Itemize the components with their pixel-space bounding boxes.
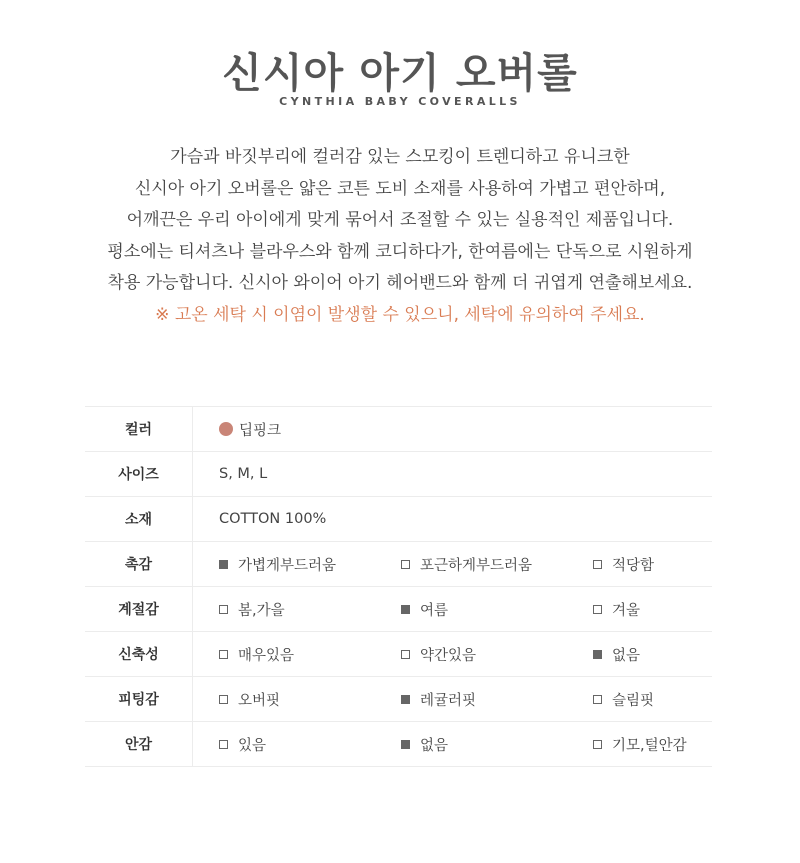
spec-row-texture — [85, 542, 712, 587]
spec-label: 소재 — [85, 497, 193, 541]
spec-row-color — [85, 407, 712, 452]
product-subtitle: CYNTHIA BABY COVERALLS — [279, 95, 521, 108]
spec-options — [193, 632, 712, 676]
spec-option: 여름 — [401, 587, 448, 631]
spec-value — [193, 497, 712, 541]
spec-options — [193, 587, 712, 631]
spec-row-fit — [85, 677, 712, 722]
spec-option: 있음 — [219, 722, 266, 766]
spec-option: 오버핏 — [219, 677, 280, 721]
spec-options — [193, 722, 712, 766]
checkbox-icon — [219, 650, 228, 659]
spec-option: 겨울 — [593, 587, 640, 631]
description-line: 가슴과 바짓부리에 컬러감 있는 스모킹이 트렌디하고 유니크한 — [170, 147, 630, 167]
spec-option: 포근하게부드러움 — [401, 542, 532, 586]
spec-option: 매우있음 — [219, 632, 294, 676]
spec-option: 기모,털안감 — [593, 722, 687, 766]
spec-options — [193, 542, 712, 586]
checkbox-icon — [401, 695, 410, 704]
spec-option: 봄,가을 — [219, 587, 285, 631]
spec-row-material — [85, 497, 712, 542]
spec-label: 안감 — [85, 722, 193, 766]
spec-option: 레귤러핏 — [401, 677, 476, 721]
spec-label: 촉감 — [85, 542, 193, 586]
color-value: 딥핑크 — [239, 422, 282, 439]
checkbox-icon — [219, 740, 228, 749]
spec-label: 신축성 — [85, 632, 193, 676]
description-line: 평소에는 티셔츠나 블라우스와 함께 코디하다가, 한여름에는 단독으로 시원하게 — [107, 241, 693, 262]
spec-value — [193, 407, 712, 451]
spec-value — [193, 452, 712, 496]
color-swatch-icon — [219, 422, 233, 436]
checkbox-icon — [401, 740, 410, 749]
product-title: 신시아 아기 오버롤 — [222, 49, 578, 97]
spec-option: 적당함 — [593, 542, 654, 586]
checkbox-icon — [593, 605, 602, 614]
spec-row-size — [85, 452, 712, 497]
checkbox-icon — [593, 650, 602, 659]
description-line: 착용 가능합니다. 신시아 와이어 아기 헤어밴드와 함께 더 귀엽게 연출해보세요. — [107, 273, 693, 294]
spec-option: 슬림핏 — [593, 677, 654, 721]
checkbox-icon — [593, 740, 602, 749]
spec-table — [85, 406, 712, 767]
description-line: 어깨끈은 우리 아이에게 맞게 묶어서 조절할 수 있는 실용적인 제품입니다. — [126, 210, 674, 231]
spec-label: 컬러 — [85, 407, 193, 451]
checkbox-icon — [219, 695, 228, 704]
checkbox-icon — [401, 560, 410, 569]
size-value: S, M, L — [219, 466, 268, 482]
material-value: COTTON 100% — [219, 511, 327, 527]
description-line: 신시아 아기 오버롤은 얇은 코튼 도비 소재를 사용하여 가볍고 편안하며, — [134, 178, 666, 199]
product-description — [40, 142, 760, 332]
spec-label: 사이즈 — [85, 452, 193, 496]
spec-label: 계절감 — [85, 587, 193, 631]
spec-options — [193, 677, 712, 721]
spec-row-lining — [85, 722, 712, 767]
spec-option: 가볍게부드러움 — [219, 542, 336, 586]
spec-label: 피팅감 — [85, 677, 193, 721]
spec-option: 없음 — [593, 632, 640, 676]
checkbox-icon — [593, 560, 602, 569]
spec-row-season — [85, 587, 712, 632]
spec-option: 없음 — [401, 722, 448, 766]
spec-option: 약간있음 — [401, 632, 476, 676]
checkbox-icon — [401, 605, 410, 614]
checkbox-icon — [401, 650, 410, 659]
checkbox-icon — [219, 560, 228, 569]
checkbox-icon — [219, 605, 228, 614]
spec-row-stretch — [85, 632, 712, 677]
checkbox-icon — [593, 695, 602, 704]
washing-warning: ※ 고온 세탁 시 이염이 발생할 수 있으니, 세탁에 유의하여 주세요. — [155, 304, 645, 325]
